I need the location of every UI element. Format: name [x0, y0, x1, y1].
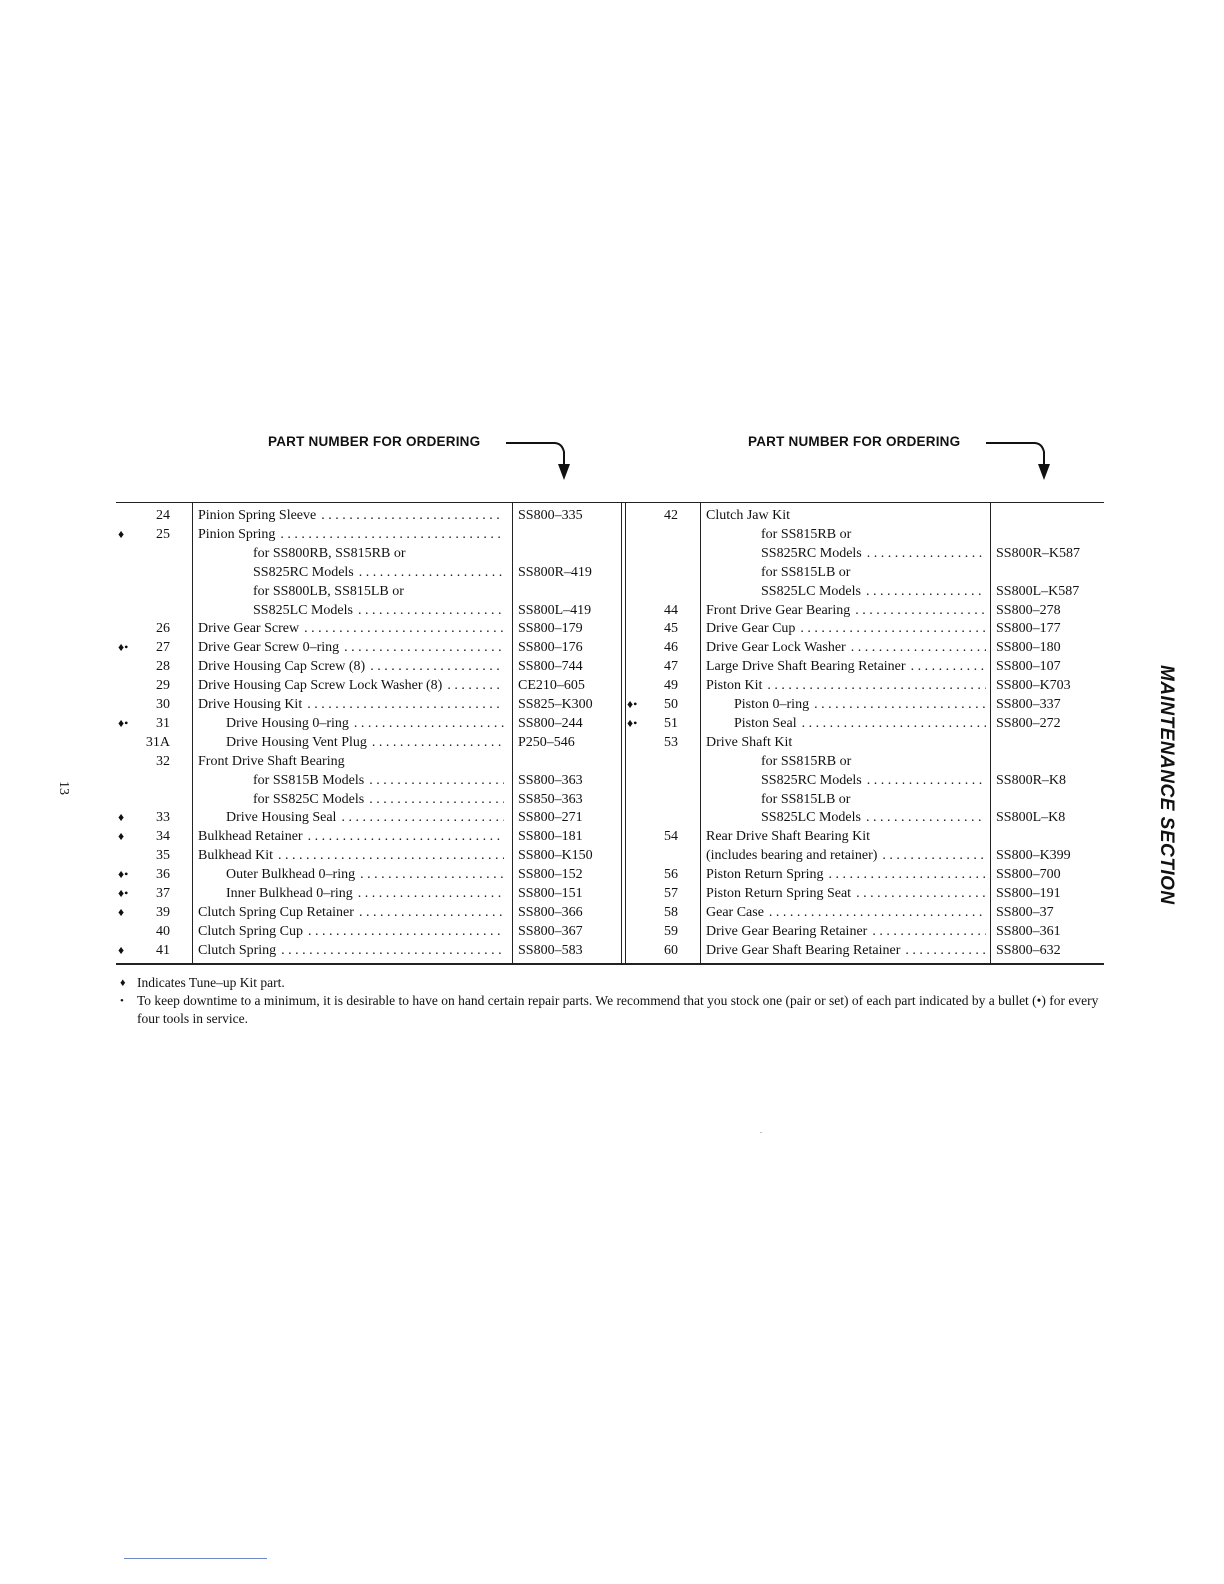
tuneup-stock-marker: ♦ [118, 829, 125, 844]
part-description [706, 903, 986, 922]
part-description-text: Piston 0–ring [734, 697, 810, 712]
diamond-icon: ♦ [120, 977, 126, 989]
part-description-text: for SS815LB or [761, 791, 851, 807]
part-description-text: Gear Case [706, 904, 764, 920]
table-row [116, 808, 1104, 827]
part-description-text: Bulkhead Retainer [198, 829, 303, 845]
tuneup-stock-marker: ♦• [627, 697, 638, 711]
part-description [761, 582, 986, 601]
part-number: SS800–744 [518, 659, 583, 675]
part-number: SS800–583 [518, 942, 583, 958]
item-number: 46 [664, 640, 678, 656]
part-description-text: Piston Kit [706, 678, 763, 694]
part-description-text: Drive Gear Screw 0–ring [198, 640, 340, 656]
table-row [116, 752, 1104, 771]
part-number: SS850–363 [518, 791, 583, 807]
part-number: SS800–367 [518, 923, 583, 939]
table-row [116, 582, 1104, 601]
part-number: SS800–K399 [996, 848, 1071, 864]
divider-line [124, 1558, 267, 1559]
table-row [116, 771, 1104, 790]
part-description [761, 790, 986, 809]
item-number: 34 [156, 829, 170, 845]
part-number: SS825–K300 [518, 697, 593, 712]
part-description-text: SS825LC Models [761, 810, 861, 826]
part-description [706, 601, 986, 620]
item-number: 32 [156, 753, 170, 769]
part-description-text: Drive Housing 0–ring [226, 715, 349, 731]
part-number: SS800–181 [518, 829, 583, 845]
part-description-text: Drive Gear Screw [198, 621, 300, 637]
item-number: 28 [156, 659, 170, 675]
leader-dots [867, 771, 986, 790]
tuneup-stock-marker: ♦ [118, 526, 125, 541]
part-description-text: Piston Return Spring Seat [706, 886, 852, 901]
part-description-text: for SS815B Models [253, 772, 365, 788]
tuneup-stock-marker: ♦ [118, 942, 125, 957]
part-description-text: Drive Housing Kit [198, 697, 303, 712]
part-number: SS800–632 [996, 942, 1061, 958]
table-row [116, 657, 1104, 676]
part-description-text: Drive Shaft Kit [706, 734, 793, 750]
part-description-text: Drive Housing Cap Screw Lock Washer (8) [198, 678, 443, 694]
left-part-number-heading: PART NUMBER FOR ORDERING [268, 434, 481, 449]
leader-dots [802, 714, 986, 733]
left-arrow-icon [504, 434, 574, 484]
part-number: SS800–151 [518, 886, 583, 901]
item-number: 60 [664, 942, 678, 958]
part-description-text: Front Drive Gear Bearing [706, 602, 851, 618]
part-description [761, 544, 986, 563]
part-description-text: Drive Housing Vent Plug [226, 734, 367, 750]
right-arrow-icon [984, 434, 1054, 484]
part-description-text: Drive Housing Seal [226, 810, 337, 826]
part-number: SS800L–K587 [996, 583, 1080, 599]
part-description [706, 638, 986, 657]
part-number: SS800L–419 [518, 602, 592, 618]
section-side-label: MAINTENANCE SECTION [1156, 665, 1177, 905]
leader-dots [856, 884, 986, 903]
item-number: 35 [156, 848, 170, 864]
item-number: 30 [156, 697, 170, 712]
item-number: 26 [156, 621, 170, 637]
part-description-text: SS825LC Models [253, 602, 353, 618]
tuneup-stock-marker: ♦• [118, 715, 129, 730]
part-description-text: SS825RC Models [761, 545, 862, 561]
part-description-text: Clutch Spring Cup [198, 923, 304, 939]
leader-dots [814, 695, 986, 714]
part-number: SS800–272 [996, 715, 1061, 731]
table-row [116, 922, 1104, 941]
part-description-text: Clutch Spring [198, 942, 277, 958]
part-number: SS800–335 [518, 508, 583, 523]
part-number: SS800R–419 [518, 564, 592, 580]
part-description [706, 846, 986, 865]
part-number: SS800–271 [518, 810, 583, 826]
right-part-number-heading: PART NUMBER FOR ORDERING [748, 434, 961, 449]
part-description [706, 865, 986, 884]
part-description-text: Piston Seal [734, 715, 797, 731]
part-number: SS800R–K587 [996, 545, 1081, 561]
part-description-text: Piston Return Spring [706, 867, 824, 883]
part-description [706, 657, 986, 676]
item-number: 50 [664, 697, 678, 712]
part-description-text: for SS800LB, SS815LB or [253, 583, 404, 599]
item-number: 56 [664, 867, 678, 883]
tuneup-stock-marker: ♦• [118, 886, 129, 900]
part-description-text: Drive Gear Shaft Bearing Retainer [706, 942, 901, 958]
table-row [116, 601, 1104, 620]
part-description [706, 676, 986, 695]
part-description-text: SS825RC Models [761, 772, 862, 788]
leader-dots [769, 903, 986, 922]
item-number: 24 [156, 508, 170, 523]
part-number: SS800–278 [996, 602, 1061, 618]
table-row [116, 506, 1104, 525]
part-description-text: Drive Gear Cup [706, 621, 796, 637]
item-number: 36 [156, 867, 170, 883]
item-number: 39 [156, 904, 170, 920]
table-row [116, 903, 1104, 922]
table-row [116, 525, 1104, 544]
leader-dots [866, 808, 986, 827]
part-description-text: Pinion Spring Sleeve [198, 508, 317, 523]
table-row [116, 563, 1104, 582]
part-description [761, 525, 986, 544]
item-number: 57 [664, 886, 678, 901]
part-description [734, 714, 986, 733]
part-description-text: Outer Bulkhead 0–ring [226, 867, 356, 883]
item-number: 44 [664, 602, 678, 618]
part-description-text: SS825RC Models [253, 564, 354, 580]
item-number: 59 [664, 923, 678, 939]
part-description [706, 733, 986, 752]
part-description-text: for SS815RB or [761, 526, 852, 542]
item-number: 54 [664, 829, 678, 845]
part-description-text: Drive Housing Cap Screw (8) [198, 659, 366, 675]
part-description-text: Drive Gear Bearing Retainer [706, 923, 868, 939]
leader-dots [767, 676, 986, 695]
part-description [706, 827, 986, 846]
part-description-text: Drive Gear Lock Washer [706, 640, 846, 656]
part-description-text: Pinion Spring [198, 526, 276, 542]
item-number: 49 [664, 678, 678, 694]
part-description-text: Bulkhead Kit [198, 848, 274, 864]
leader-dots [828, 865, 986, 884]
table-row [116, 790, 1104, 809]
leader-dots [800, 619, 986, 638]
table-row [116, 676, 1104, 695]
part-number: SS800–177 [996, 621, 1061, 637]
scan-speck [760, 1132, 762, 1133]
footnote-stock-text: To keep downtime to a minimum, it is desirable to have on hand certain repair parts. We recommend that you stock one (pair or set) of each part indicated by a bullet (•) for every four tools in service. [137, 993, 1099, 1026]
part-description-text: (includes bearing and retainer) [706, 848, 878, 864]
part-number: P250–546 [518, 734, 575, 750]
item-number: 53 [664, 734, 678, 750]
leader-dots [872, 922, 986, 941]
part-number: SS800–K703 [996, 678, 1071, 694]
leader-dots [851, 638, 986, 657]
part-description [706, 506, 986, 525]
part-number: SS800–37 [996, 904, 1054, 920]
part-description [761, 563, 986, 582]
leader-dots [867, 544, 986, 563]
part-description-text: Clutch Spring Cup Retainer [198, 904, 354, 920]
part-description-text: Inner Bulkhead 0–ring [226, 886, 353, 901]
item-number: 33 [156, 810, 170, 826]
table-row [116, 846, 1104, 865]
part-number: SS800–152 [518, 867, 583, 883]
table-row [116, 865, 1104, 884]
table-row [116, 695, 1104, 714]
table-row [116, 619, 1104, 638]
part-number: SS800–K150 [518, 848, 593, 864]
part-description [761, 771, 986, 790]
leader-dots [855, 601, 986, 620]
table-row [116, 544, 1104, 563]
table-row [116, 714, 1104, 733]
parts-table [116, 502, 1104, 965]
tuneup-stock-marker: ♦ [118, 904, 125, 919]
part-description [706, 922, 986, 941]
table-row [116, 941, 1104, 960]
part-number: SS800–363 [518, 772, 583, 788]
part-description [761, 808, 986, 827]
part-number: SS800L–K8 [996, 810, 1066, 826]
item-number: 27 [156, 640, 170, 656]
leader-dots [882, 846, 986, 865]
part-number: SS800–180 [996, 640, 1061, 656]
item-number: 29 [156, 678, 170, 694]
page-number: 13 [56, 781, 71, 795]
tuneup-stock-marker: ♦ [118, 810, 125, 825]
part-number: SS800–179 [518, 621, 583, 637]
part-description [761, 752, 986, 771]
part-description-text: for SS800RB, SS815RB or [253, 545, 406, 561]
bullet-icon: • [120, 995, 124, 1007]
item-number: 31A [145, 734, 170, 750]
part-number: SS800–337 [996, 697, 1061, 712]
item-number: 37 [156, 886, 170, 901]
table-row [116, 827, 1104, 846]
leader-dots [905, 941, 986, 960]
part-description [734, 695, 986, 714]
table-row [116, 638, 1104, 657]
part-description-text: SS825LC Models [761, 583, 861, 599]
part-number: SS800R–K8 [996, 772, 1067, 788]
item-number: 47 [664, 659, 678, 675]
part-number: SS800–176 [518, 640, 583, 656]
part-description-text: Large Drive Shaft Bearing Retainer [706, 659, 906, 675]
tuneup-stock-marker: ♦• [118, 640, 129, 655]
part-description [706, 941, 986, 960]
part-description [706, 619, 986, 638]
part-number: SS800–366 [518, 904, 583, 920]
item-number: 51 [664, 715, 678, 731]
part-number: SS800–700 [996, 867, 1061, 883]
leader-dots [911, 657, 986, 676]
table-row [116, 733, 1104, 752]
part-number: SS800–244 [518, 715, 583, 731]
item-number: 31 [156, 715, 170, 731]
item-number: 42 [664, 508, 678, 523]
part-number: SS800–191 [996, 886, 1061, 901]
item-number: 45 [664, 621, 678, 637]
part-description-text: Clutch Jaw Kit [706, 508, 790, 523]
item-number: 58 [664, 904, 678, 920]
tuneup-stock-marker: ♦• [627, 715, 638, 730]
part-description [706, 884, 986, 903]
item-number: 40 [156, 923, 170, 939]
part-description-text: Rear Drive Shaft Bearing Kit [706, 829, 871, 845]
leader-dots [866, 582, 986, 601]
part-number: SS800–107 [996, 659, 1061, 675]
part-description-text: Front Drive Shaft Bearing [198, 753, 345, 769]
part-description-text: for SS815RB or [761, 753, 852, 769]
part-number: CE210–605 [518, 678, 585, 694]
item-number: 25 [156, 526, 170, 542]
part-number: SS800–361 [996, 923, 1061, 939]
part-description-text: for SS825C Models [253, 791, 365, 807]
footnote-tuneup-text: Indicates Tune–up Kit part. [137, 975, 285, 990]
table-row [116, 884, 1104, 903]
item-number: 41 [156, 942, 170, 958]
tuneup-stock-marker: ♦• [118, 867, 129, 882]
part-description-text: for SS815LB or [761, 564, 851, 580]
